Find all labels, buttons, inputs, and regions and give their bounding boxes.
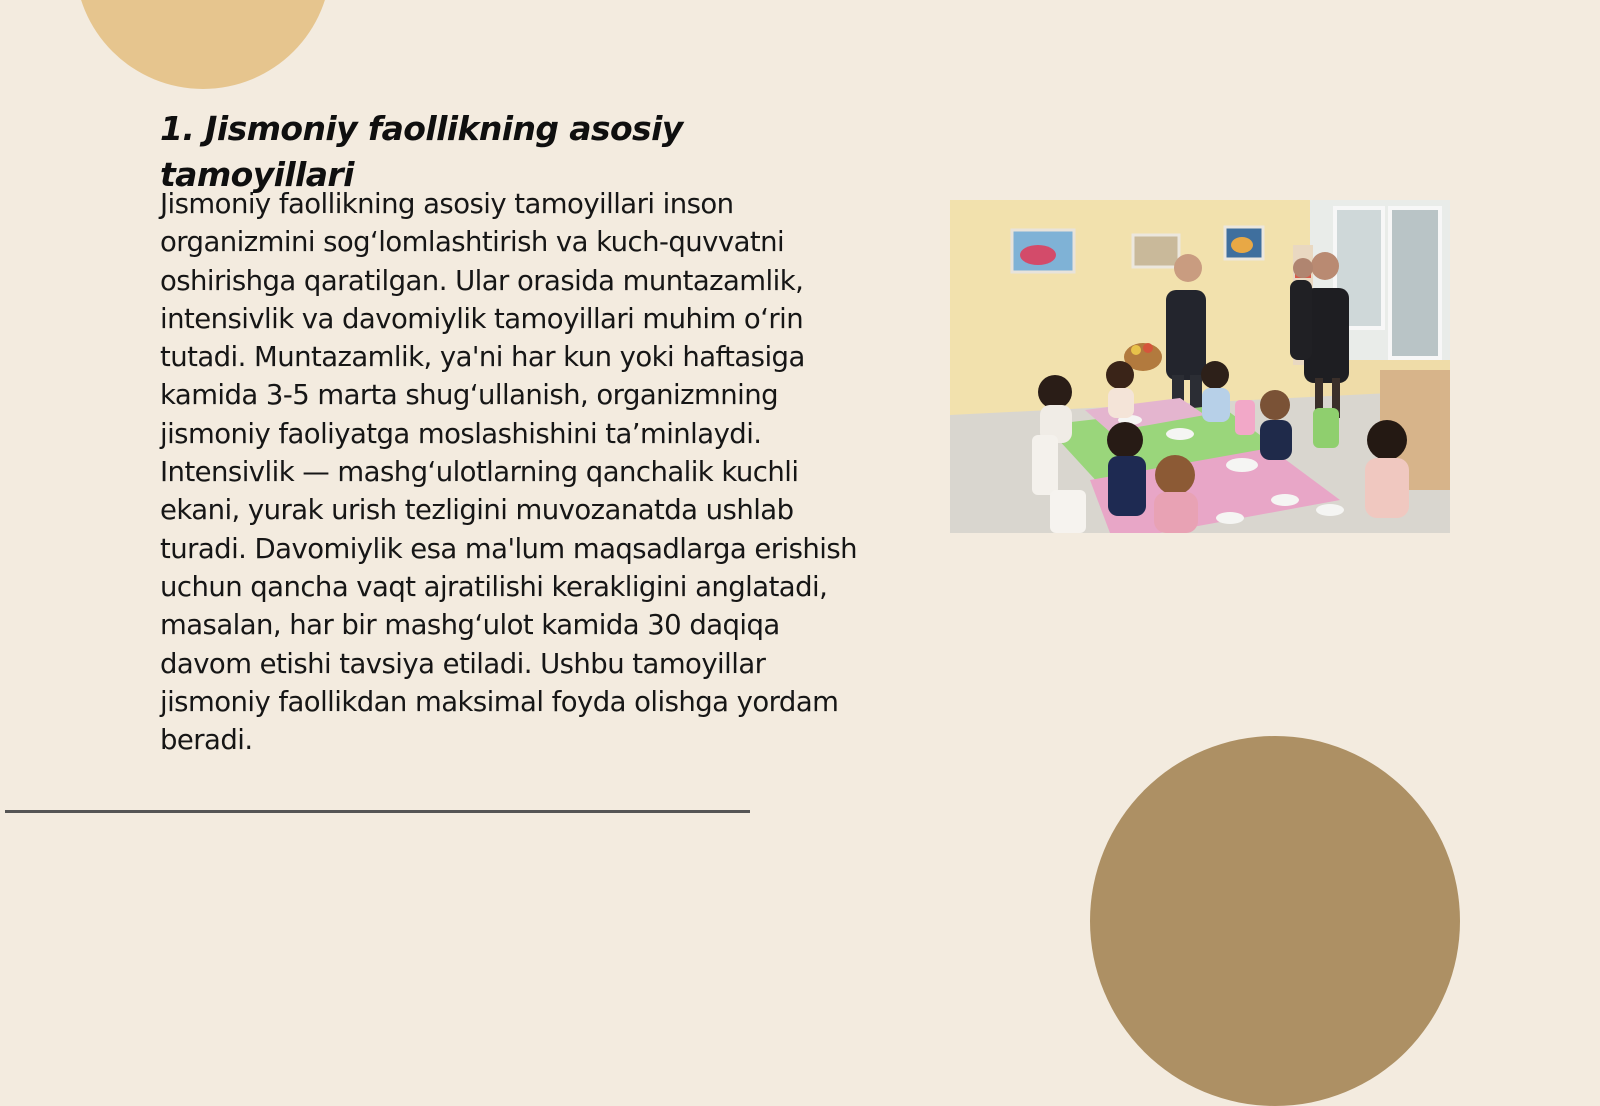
- kindergarten-photo: [950, 200, 1450, 533]
- slide-title: 1. Jismoniy faollikning asosiy tamoyillari: [160, 109, 683, 194]
- decorative-circle-top: [75, 0, 331, 89]
- horizontal-divider: [5, 810, 750, 813]
- decorative-circle-bottom: [1090, 736, 1460, 1106]
- slide-body-text: Jismoniy faollikning asosiy tamoyillari inson organizmini sog‘lomlashtirish va kuch-quvvatni oshirishga qaratilgan. Ular orasida muntazamlik, intensivlik va davomiylik tamoyillari muhim o‘rin tutadi. Muntazamlik, ya'ni har kun yoki haftasiga kamida 3-5 marta shug‘ullanish, organizmning jismoniy faoliyatga moslashishini ta’minlaydi. Intensivlik — mashg‘ulotlarning qanchalik kuchli ekani, yurak urish tezligini muvozanatda ushlab turadi. Davomiylik esa ma'lum maqsadlarga erishish uchun qancha vaqt ajratilishi kerakligini anglatadi, masalan, har bir mashg‘ulot kamida 30 daqiqa davom etishi tavsiya etiladi. Ushbu tamoyillar jismoniy faollikdan maksimal foyda olishga yordam beradi.: [160, 188, 857, 757]
